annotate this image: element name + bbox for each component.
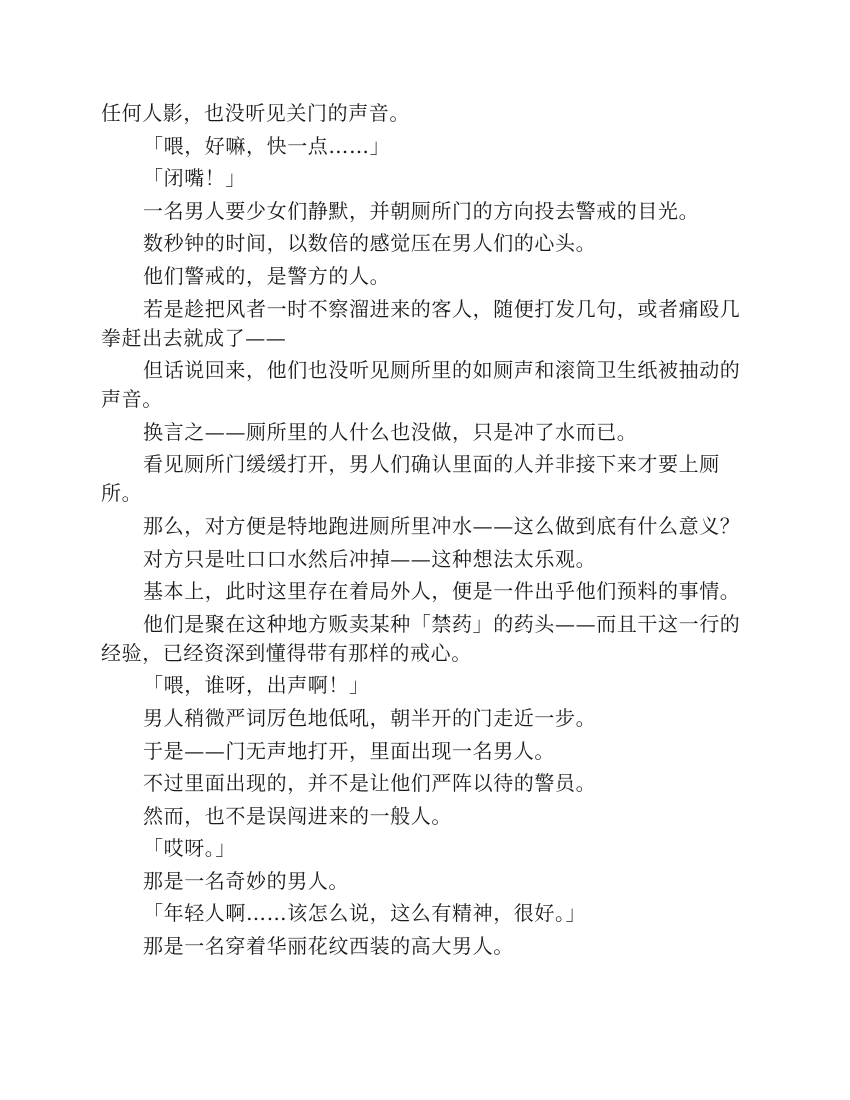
paragraph: 对方只是吐口口水然后冲掉——这种想法太乐观。 — [143, 546, 597, 571]
paragraph: 一名男人要少女们静默，并朝厕所门的方向投去警戒的目光。 — [143, 198, 700, 223]
paragraph: 「喂，谁呀，出声啊！」 — [143, 673, 370, 698]
paragraph: 于是——门无声地打开，里面出现一名男人。 — [143, 738, 555, 763]
paragraph: 男人稍微严词厉色地低吼，朝半开的门走近一步。 — [143, 705, 597, 730]
paragraph: 看见厕所门缓缓打开，男人们确认里面的人并非接下来才要上厕所。 — [101, 452, 720, 506]
paragraph: 那么，对方便是特地跑进厕所里冲水——这么做到底有什么意义？ — [143, 513, 741, 538]
paragraph: 不过里面出现的，并不是让他们严阵以待的警员。 — [143, 771, 597, 796]
paragraph: 「哎呀。」 — [143, 836, 236, 861]
paragraph: 然而，也不是误闯进来的一般人。 — [143, 803, 452, 828]
paragraph: 「喂，好嘛，快一点……」 — [143, 133, 391, 158]
paragraph: 任何人影，也没听见关门的声音。 — [101, 101, 410, 125]
paragraph: 那是一名穿着华丽花纹西装的高大男人。 — [143, 934, 514, 959]
paragraph: 数秒钟的时间，以数倍的感觉压在男人们的心头。 — [143, 231, 597, 256]
paragraph: 那是一名奇妙的男人。 — [143, 868, 349, 893]
paragraph: 他们警戒的，是警方的人。 — [143, 263, 391, 288]
paragraph: 他们是聚在这种地方贩卖某种「禁药」的药头——而且干这一行的经验，已经资深到懂得带有那样的戒心。 — [101, 611, 741, 665]
document-page — [101, 99, 753, 965]
paragraph: 若是趁把风者一时不察溜进来的客人，随便打发几句，或者痛殴几拳赶出去就成了—— — [101, 296, 741, 350]
paragraph: 基本上，此时这里存在着局外人，便是一件出乎他们预料的事情。 — [143, 579, 741, 604]
paragraph: 但话说回来，他们也没听见厕所里的如厕声和滚筒卫生纸被抽动的声音。 — [101, 358, 741, 412]
paragraph: 「年轻人啊……该怎么说，这么有精神，很好。」 — [143, 901, 587, 926]
paragraph: 换言之——厕所里的人什么也没做，只是冲了水而已。 — [143, 419, 638, 444]
paragraph: 「闭嘴！」 — [143, 166, 246, 191]
